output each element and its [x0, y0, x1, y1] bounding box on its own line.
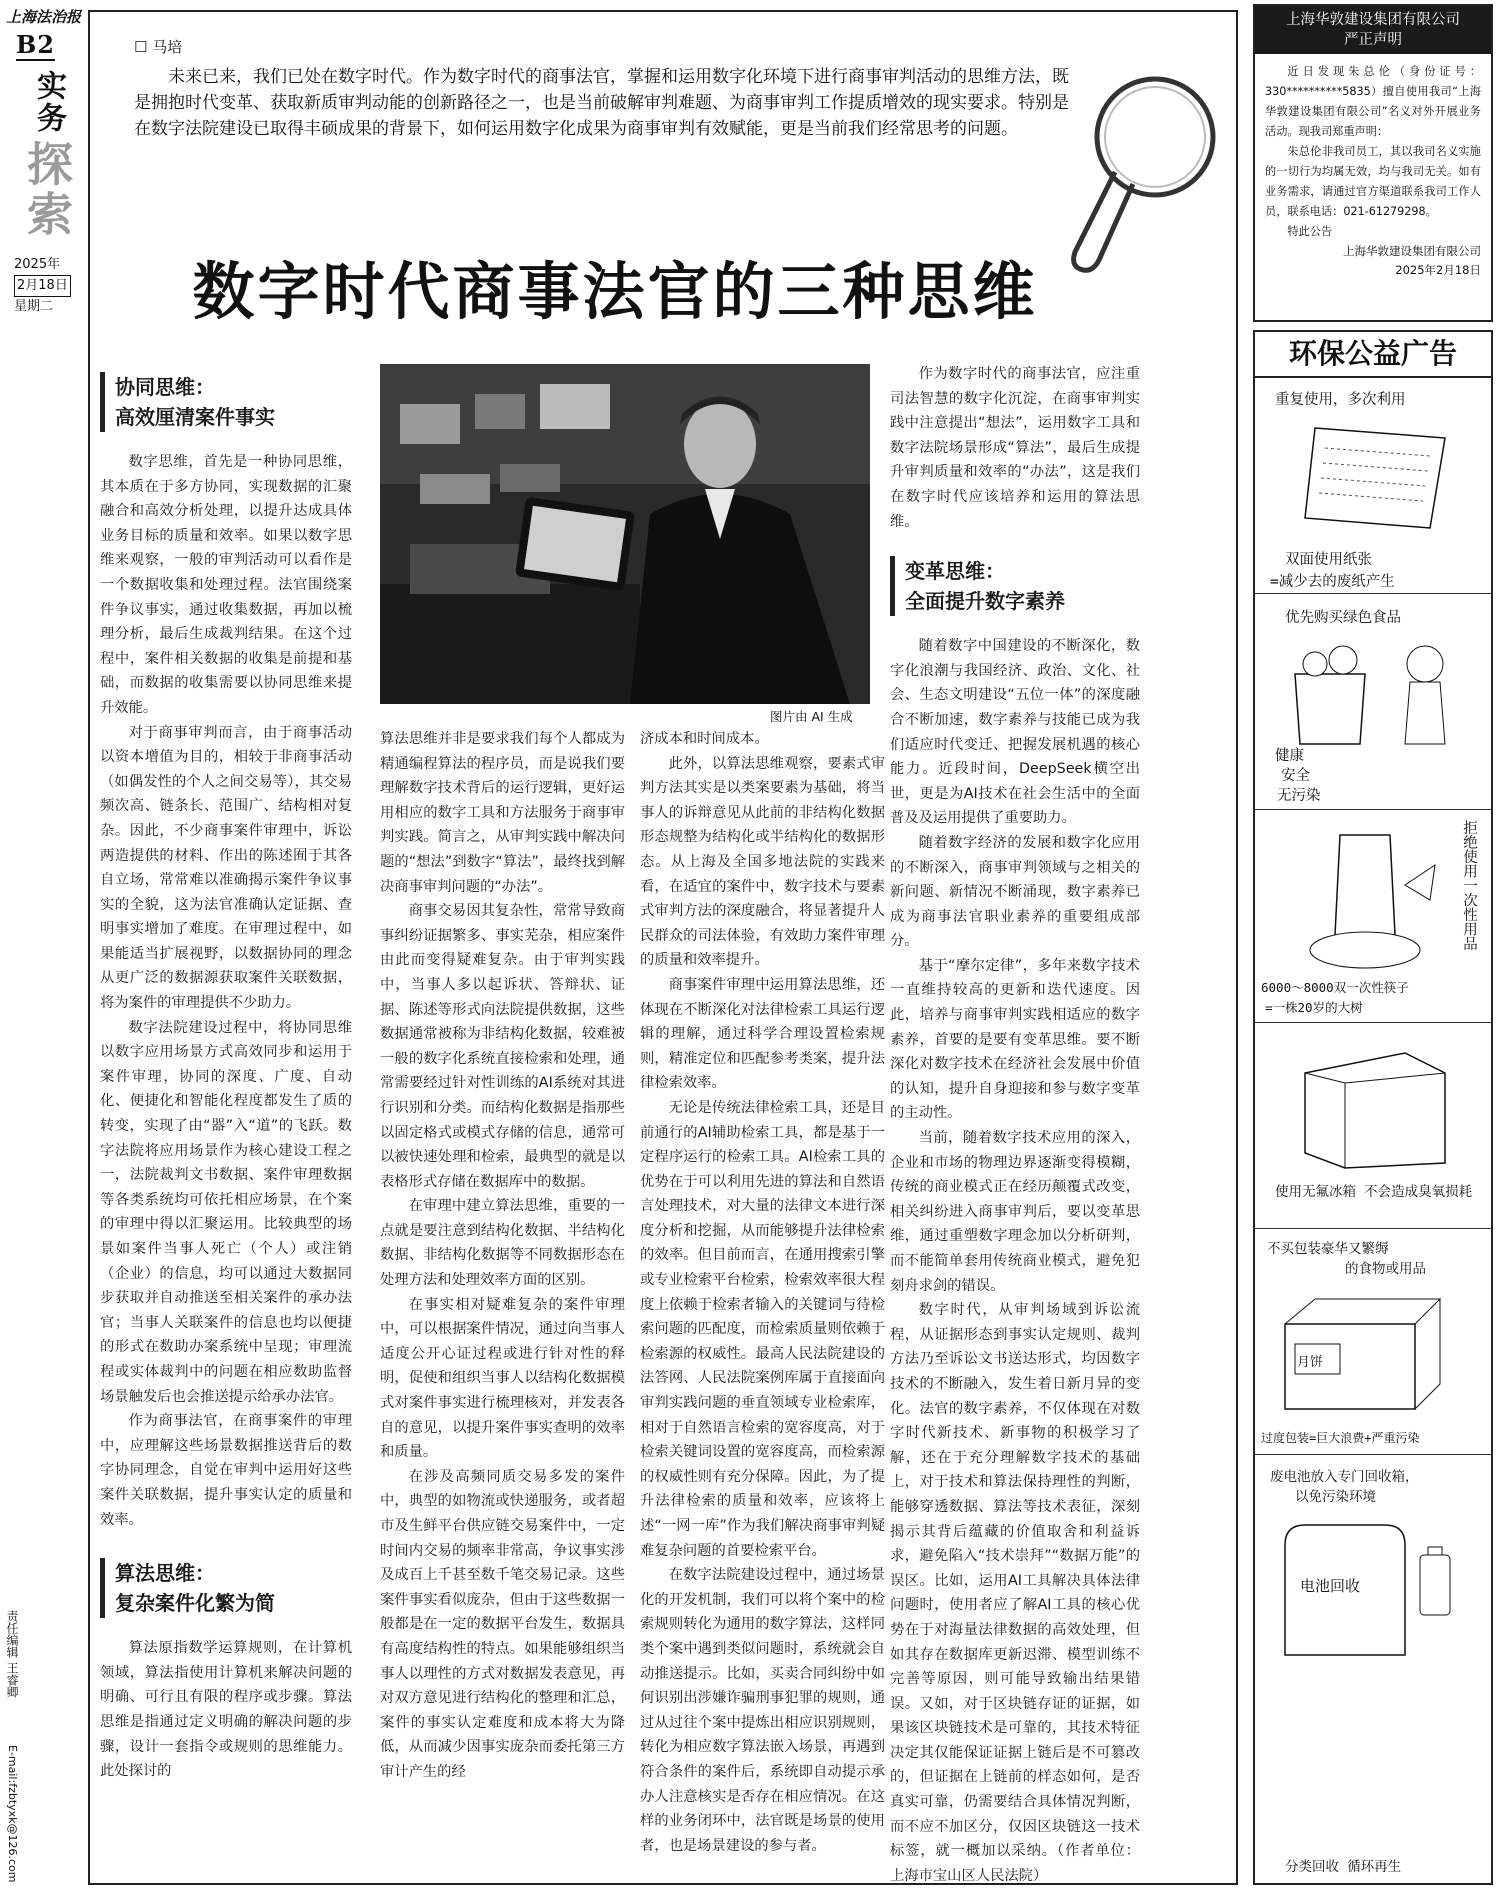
notice-ad	[1253, 4, 1493, 322]
paragraph: 随着数字中国建设的不断深化，数字化浪潮与我国经济、政治、文化、社会、生态文明建设“五位一体”的深度融合不断加速，数字素养与技能已成为我们适应时代变迁、把握发展机遇的核心能力。近段时间，DeepSeek横空出世，更是为AI技术在社会生活中的全面普及及运用提供了重要助力。	[890, 638, 1140, 827]
masthead	[0, 0, 86, 1895]
editor-email: E-mail:fzbtyxk@126.com	[6, 1745, 19, 1883]
paragraph: 在事实相对疑难复杂的案件审理中，可以根据案件情况，通过向当事人适度公开心证过程或进行针对性的释明，促使和组织当事人以结构化数据模式对案件事实进行梳理核对，并发表各自的意见，以提升案件事实查明的效率和质量。	[380, 1296, 625, 1461]
subheading-line-a: 算法思维：	[115, 1561, 215, 1586]
eco-text: 月饼	[1297, 1355, 1324, 1370]
notice-paragraph: 朱总伦非我司员工，其以我司名义实施的一切行为均属无效，均与我司无关。如有业务需求，请通过官方渠道联系我司工作人员，联系电话：021-61279298。	[1265, 145, 1481, 218]
paragraph: 商事交易因其复杂性，常常导致商事纠纷证据繁多、事实芜杂，相应案件由此而变得疑难复杂。由于审判实践中，当事人多以起诉状、答辩状、证据、陈述等形式向法院提供数据，这些数据通常被称为非结构化数据，较难被一般的数字化系统直接检索和处理，通常需要经过针对性训练的AI系统对其进行识别和分类。而结构化数据是指那些以固定格式或模式存储的信息，通常可以被快速处理和检索，最典型的就是以表格形式存储在数据库中的数据。	[380, 903, 625, 1190]
eco-text: 健康	[1275, 748, 1304, 764]
subheading-algorithm	[100, 1558, 352, 1618]
editor-credit: 责任编辑 王睿卿	[5, 1610, 19, 1698]
paragraph: 作为商事法官，在商事案件的审理中，应理解这些场景数据推送背后的数字协同理念，自觉在审判中运用好这些案件关联数据，提升事实认定的质量和效率。	[100, 1413, 352, 1528]
eco-text: 以免污染环境	[1295, 1489, 1376, 1505]
paragraph: 算法思维并非是要求我们每个人都成为精通编程算法的程序员，而是说我们要理解数字技术背后的运行逻辑，更好运用相应的数字工具和方法服务于商事审判实践。简言之，从审判实践中解决问题的“想法”到数字“算法”，最终找到解决商事审判问题的“办法”。	[380, 731, 625, 895]
paragraph: 随着数字经济的发展和数字化应用的不断深入，商事审判领域与之相关的新问题、新情况不断涌现，数字素养已成为商事法官职业素养的重要组成部分。	[890, 834, 1140, 950]
shopping-bag-icon	[1285, 634, 1465, 754]
notice-paragraph: 近日发现朱总伦（身份证号：330**********5835）擅自使用我司“上海华敦建设集团有限公司”名义对外开展业务活动。现我司郑重声明：	[1265, 65, 1481, 138]
subheading-line-b: 复杂案件化繁为简	[115, 1591, 275, 1616]
issue-date	[14, 255, 71, 317]
notice-header	[1255, 6, 1491, 54]
eco-text: =减少去的废纸产生	[1270, 574, 1395, 590]
eco-ad-title: 环保公益广告	[1255, 332, 1491, 378]
article-frame	[88, 10, 1238, 1885]
issue-weekday: 星期二	[14, 299, 54, 314]
column-3	[640, 727, 885, 1858]
notice-company: 上海华敦建设集团有限公司	[1286, 12, 1460, 28]
lead-paragraph: 未来已来，我们已处在数字时代。作为数字时代的商事法官，掌握和运用数字化环境下进行商事审判活动的思维方法，既是拥抱时代变革、获取新质审判动能的创新路径之一，也是当前破解审判难题、为商事审判工作提质增效的现实要求。特别是在数字法院建设已取得丰硕成果的背景下，如何运用数字化成果为商事审判有效赋能，更是当前我们经常思考的问题。	[134, 67, 1069, 139]
paragraph: 当前，随着数字技术应用的深入，企业和市场的物理边界逐渐变得模糊，传统的商业模式正在经历颠覆式改变，相关纠纷进入商事审判后，要以变革思维，通过重塑数字理念加以分析研判，而不能简单套用传统商业模式，避免犯刻舟求剑的错误。	[890, 1130, 1140, 1294]
paragraph: 数字时代，从审判场域到诉讼流程，从证据形态到事实认定规则、裁判方法乃至诉讼文书送达形式，均因数字技术的不断融入，发生着日新月异的变化。法官的数字素养，不仅体现在对数字时代新技术、新事物的积极学习了解，还在于充分理解数字技术的基础上，对于技术和算法保持理性的判断，能够穿透数据、算法等技术表征，深刻揭示其背后蕴藏的价值取舍和利益诉求，避免陷入“技术崇拜”“数据万能”的误区。比如，运用AI工具解决具体法律问题时，使用者应了解AI工具的核心优势在于对海量法律数据的高效处理，但如其存在数据库更新迟滞、模型训练不完善等原因，则可能导致输出结果错误。又如，对于区块链存证的证据，如果该区块链技术是可靠的，其技术特征决定其仅能保证证据上链后是不可篡改的，但证据在上链前的样态如何，是否真实可靠，仍需要结合具体情况判断，而不应不加区分，仅因区块链这一技术标签，就一概加以采纳。（作者单位：上海市宝山区人民法院）	[890, 1302, 1140, 1884]
paragraph: 济成本和时间成本。	[640, 731, 769, 747]
eco-text: 不买包装豪华又繁缛	[1267, 1241, 1389, 1257]
eco-text: 过度包装=巨大浪费+严重污染	[1261, 1431, 1420, 1445]
paragraph: 在数字法院建设过程中，通过场景化的开发机制，我们可以将个案中的检索规则转化为通用的数字算法，这样同类个案中遇到类似问题时，系统就会自动推送提示。比如，买卖合同纠纷中如何识别出涉嫌诈骗刑事犯罪的规则，通过从过往个案中提炼出相应识别规则，转化为相应数字算法嵌入场景，再遇到符合条件的案件后，系统即自动提示承办人注意核实是否存在相应情况。在这样的业务闭环中，法官既是场景的使用者，也是场景建设的参与者。	[640, 1567, 885, 1854]
notice-date: 2025年2月18日	[1395, 263, 1481, 277]
subheading-collaborative	[100, 372, 352, 432]
eco-text: 拒绝使用一次性用品	[1461, 820, 1477, 951]
photo-caption: 图片由 AI 生成	[770, 709, 853, 724]
fridge-icon	[1285, 1043, 1465, 1173]
eco-text: 无污染	[1277, 788, 1321, 804]
subheading-transformation	[890, 556, 1140, 616]
tree-stump-icon	[1295, 825, 1445, 975]
page-number: B2	[16, 30, 55, 59]
issue-year: 2025年	[14, 257, 61, 272]
issue-month-day: 2月18日	[14, 275, 71, 297]
eco-panel-packaging	[1255, 1229, 1491, 1455]
notice-title: 严正声明	[1344, 32, 1402, 48]
eco-panel-disposable	[1255, 810, 1491, 1023]
column-1	[100, 372, 352, 1784]
headline: 数字时代商事法官的三种思维	[192, 255, 1038, 328]
eco-text: 6000～8000双一次性筷子	[1261, 980, 1409, 995]
subheading-line-b: 高效厘清案件事实	[115, 405, 275, 429]
section-label-b: 探索	[20, 140, 74, 240]
eco-text: 重复使用，多次利用	[1275, 392, 1406, 408]
paragraph: 在审理中建立算法思维，重要的一点就是要注意到结构化数据、半结构化数据、非结构化数据等不同数据形态在处理方法和处理效率方面的区别。	[380, 1198, 625, 1289]
eco-public-ad	[1253, 330, 1493, 1885]
paragraph: 无论是传统法律检索工具，还是目前通行的AI辅助检索工具，都是基于一定程序运行的检索工具。AI检索工具的优势在于可以利用先进的算法和自然语言处理技术，对大量的法律文本进行深度分析和挖掘，从而能够提升法律检索的效率。但目前而言，在通用搜索引擎或专业检索平台检索，检索效率很大程度上依赖于检索者输入的关键词与待检索问题的匹配度，而检索质量则依赖于检索源的权威性。最高人民法院建设的法答网、人民法院案例库属于直接面向审判实践问题的垂直领域专业检索库，相对于自然语言检索的宽容度高，对于检索关键词设置的宽容度高，而检索源的权威性则有充分保障。因此，为了提升法律检索的质量和效率，应该将上述“一网一库”作为我们解决商事审判疑难复杂问题的首要检索平台。	[640, 1099, 885, 1559]
eco-text: 分类回收 循环再生	[1285, 1859, 1402, 1875]
eco-text: 安全	[1281, 768, 1310, 784]
eco-panel-green-food	[1255, 594, 1491, 810]
paragraph: 在涉及高频同质交易多发的案件中，典型的如物流或快递服务，或者超市及生鲜平台供应链交易案件中，一定时间内交易的频率非常高，争议事实涉及成百上千甚至数千笔交易记录。这些案件事实看似庞杂，但由于这些数据一般都是在一定的数据平台发生，数据具有高度结构性的特点。如果能够组织当事人以理性的方式对数据发表意见，再对双方意见进行结构化的整理和汇总，案件的事实认定难度和成本将大为降低，从而减少因事实庞杂而委托第三方审计产生的经	[380, 1468, 625, 1780]
paragraph: 基于“摩尔定律”，多年来数字技术一直维持较高的更新和迭代速度。因此，培养与商事审判实践相适应的数字素养，首要的是要有变革思维。要不断深化对数字技术在经济社会发展中价值的认知，提升自身迎接和参与数字变革的主动性。	[890, 957, 1140, 1122]
section-label-a: 实务	[31, 70, 66, 134]
eco-text: 使用无氟冰箱 不会造成臭氧损耗	[1275, 1184, 1473, 1200]
eco-text: 废电池放入专门回收箱，	[1270, 1469, 1419, 1485]
paragraph: 算法原指数学运算规则，在计算机领域，算法指使用计算机来解决问题的明确、可行且有限的程序或步骤。算法思维是指通过定义明确的解决问题的步骤，设计一套指令或规则的思维能力。此处探讨的	[100, 1640, 352, 1780]
eco-panel-paper	[1255, 378, 1491, 594]
paragraph: 数字法院建设过程中，将协同思维以数字应用场景方式高效同步和运用于案件审理，协同的深度、广度、自动化、便捷化和智能化程度都发生了质的转变，实现了由“器”入“道”的飞跃。数字法院将应用场景作为核心建设工程之一，法院裁判文书数据、案件审理数据等各类系统均可依托相应场景，在个案的审理中得以汇聚运用。比较典型的场景如案件当事人死亡（个人）或注销（企业）的信息，均可以通过大数据同步获取并自动推送至相关案件的承办法官；当事人关联案件的信息也均以便捷的形式在数助办案系统中呈现；审理流程或实体裁判中的问题在相应数助监督场景触发后也会推送提示给承办法官。	[100, 1019, 352, 1405]
author-byline: ☐ 马培	[134, 38, 183, 56]
eco-text: =一株20岁的大树	[1265, 1000, 1363, 1015]
eco-text: 电池回收	[1300, 1577, 1361, 1595]
notice-body	[1255, 54, 1491, 288]
paragraph: 此外，以算法思维观察，要素式审判方法其实是以类案要素为基础，将当事人的诉辩意见从此前的非结构化数据形态规整为结构化或半结构化的数据形态。从上海及全国多地法院的实践来看，在适宜的案件中，数字技术与要素式审判方法的深度融合，将显著提升人民群众的司法体验，有效助力案件审理的质量和效率提升。	[640, 755, 885, 969]
subheading-line-b: 全面提升数字素养	[905, 589, 1065, 614]
paragraph: 数字思维，首先是一种协同思维，其本质在于多方协同，实现数据的汇聚融合和高效分析处理，以提升达成具体业务目标的质量和效率。如果以数字思维来观察，一般的审判活动可以看作是一个数据收集和处理过程。法官围绕案件争议事实，通过收集数据，再加以梳理分析，最后生成裁判结果。在这个过程中，案件相关数据的收集是前提和基础，而数据的收集需要以协同思维来提升效能。	[100, 454, 352, 716]
paragraph: 作为数字时代的商事法官，应注重司法智慧的数字化沉淀，在商事审判实践中注意提出“想法”，运用数字工具和数字法院场景形成“算法”，最后生成提升审判质量和效率的“办法”，这是我们在数字时代应该培养和运用的算法思维。	[890, 366, 1140, 530]
column-2	[380, 727, 625, 1785]
eco-text: 优先购买绿色食品	[1285, 610, 1401, 626]
paragraph: 商事案件审理中运用算法思维，还体现在不断深化对法律检索工具运行逻辑的理解，通过科学合理设置检索规则，精准定位和匹配参考类案，提升法律检索效率。	[640, 976, 885, 1092]
eco-panel-fridge	[1255, 1023, 1491, 1229]
subheading-line-a: 协同思维：	[115, 375, 215, 399]
judge-photo	[380, 364, 870, 704]
paper-sheet-icon	[1295, 418, 1455, 538]
eco-text: 的食物或用品	[1345, 1261, 1426, 1277]
notice-close: 特此公告	[1287, 225, 1333, 238]
paragraph: 对于商事审判而言，由于商事活动以资本增值为目的，相较于非商事活动（如偶发性的个人之间交易等），其交易频次高、链条长、范围广、结构相对复杂。因此，不少商事案件审理中，诉讼两造提供的材料、作出的陈述囿于其各自立场，常常难以准确揭示案件争议事实的全貌，这为法官准确认定证据、查明事实增加了难度。在审理过程中，如果能适当扩展视野，以数据协同的理念从更广泛的数据源获取案件关联数据，将为案件的审理提供不少助力。	[100, 724, 352, 1012]
subheading-line-a: 变革思维：	[905, 559, 1005, 584]
column-4	[890, 362, 1140, 1888]
eco-text: 双面使用纸张	[1285, 552, 1372, 568]
paper-logo: 上海法治报	[6, 8, 82, 26]
notice-signature: 上海华敦建设集团有限公司	[1343, 244, 1481, 258]
eco-panel-battery	[1255, 1455, 1491, 1883]
